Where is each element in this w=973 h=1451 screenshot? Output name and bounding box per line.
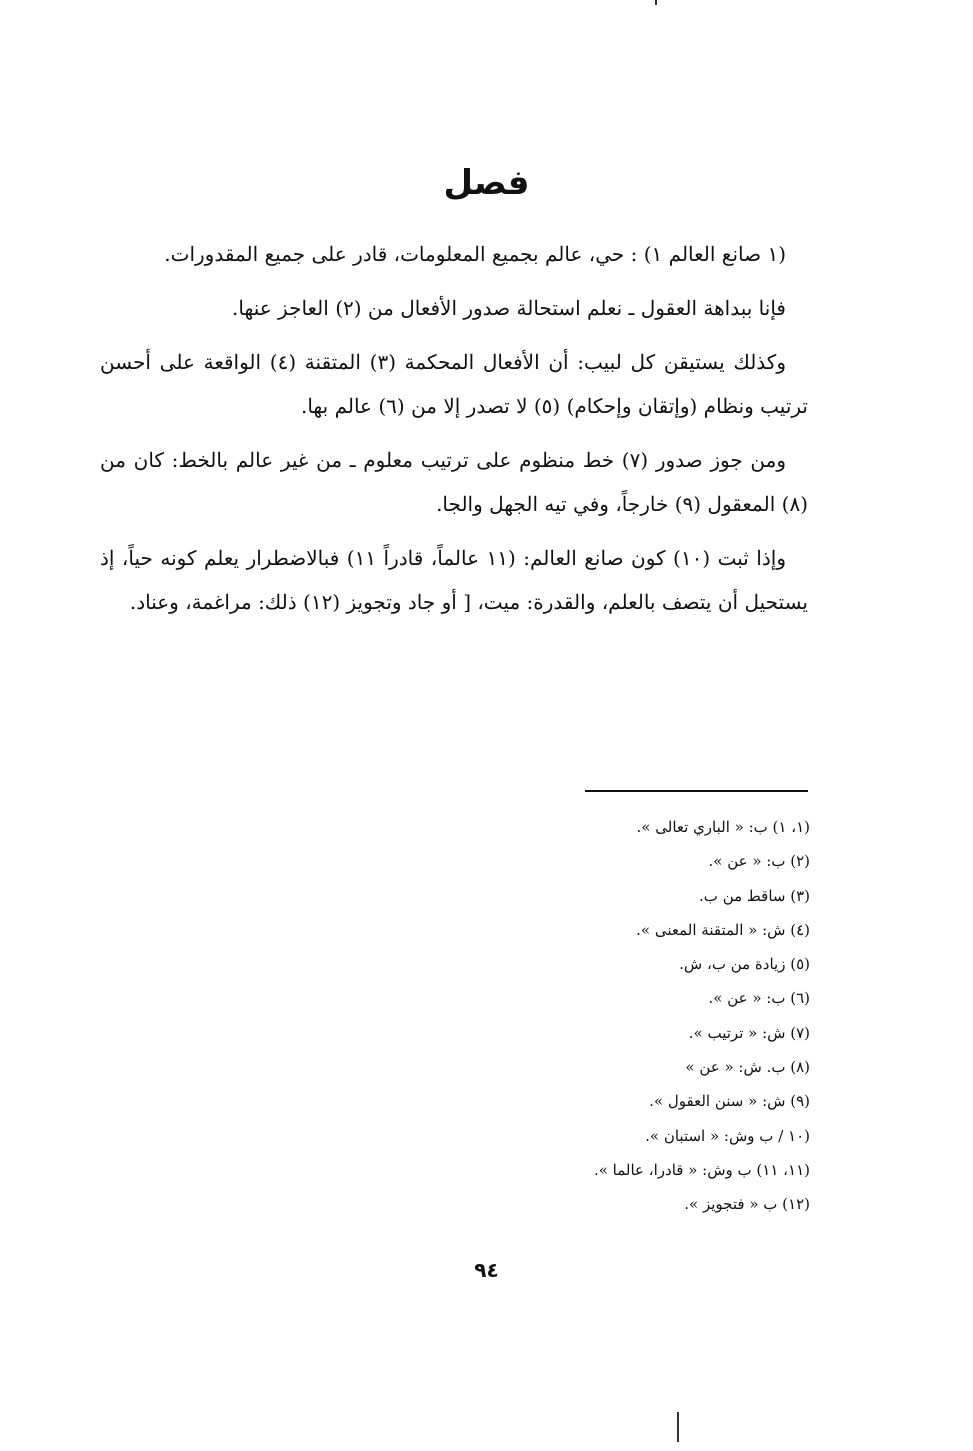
paragraph: (١ صانع العالم ١) : حي، عالم بجميع المعلومات، قادر على جميع المقدورات. xyxy=(164,242,786,266)
footnote: (٤) ش: « المتقنة المعنى ». xyxy=(636,920,810,939)
footnote: (٩) ش: « سنن العقول ». xyxy=(649,1092,810,1111)
footnote: (٥) زيادة من ب، ش. xyxy=(679,955,810,974)
footnote: (١، ١) ب: « الباري تعالى ». xyxy=(636,818,810,836)
footnotes-list xyxy=(420,810,810,1222)
footnote: (١٠ / ب وش: « استبان ». xyxy=(645,1126,810,1145)
footnote-divider xyxy=(585,790,808,792)
footnote: (٢) ب: « عن ». xyxy=(708,852,810,871)
footnote: (١١، ١١) ب وش: « قادرا، عالما ». xyxy=(593,1160,810,1179)
footnote: (٣) ساقط من ب. xyxy=(699,886,810,905)
scan-edge-mark xyxy=(677,1412,679,1442)
scan-edge-mark xyxy=(655,0,657,5)
footnote: (١٢) ب « فتجويز ». xyxy=(684,1195,810,1214)
main-text xyxy=(100,232,808,634)
paragraph: وإذا ثبت (١٠) كون صانع العالم: (١١ عالماً، قادراً ١١) فبالاضطرار يعلم كونه حياً، إذ يستحيل أن يتصف بالعلم، والقدرة: ميت، [ أو جاد وتجويز (١٢) ذلك: مراغمة، وعناد. xyxy=(100,546,808,614)
paragraph: وكذلك يستيقن كل لبيب: أن الأفعال المحكمة (٣) المتقنة (٤) الواقعة على أحسن ترتيب ونظام (وإتقان وإحكام) (٥) لا تصدر إلا من (٦) عالم بها. xyxy=(100,350,808,418)
footnote: (٦) ب: « عن ». xyxy=(708,989,810,1008)
page-number: ٩٤ xyxy=(474,1258,499,1282)
footnote: (٧) ش: « ترتيب ». xyxy=(688,1023,810,1042)
footnote: (٨) ب. ش: « عن » xyxy=(685,1058,810,1077)
section-heading: فصل xyxy=(443,163,530,203)
paragraph: فإنا ببداهة العقول ـ نعلم استحالة صدور الأفعال من (٢) العاجز عنها. xyxy=(232,296,786,320)
paragraph: ومن جوز صدور (٧) خط منظوم على ترتيب معلوم ـ من غير عالم بالخط: كان من (٨) المعقول (٩) خارجاً، وفي تيه الجهل والجا. xyxy=(100,448,808,516)
